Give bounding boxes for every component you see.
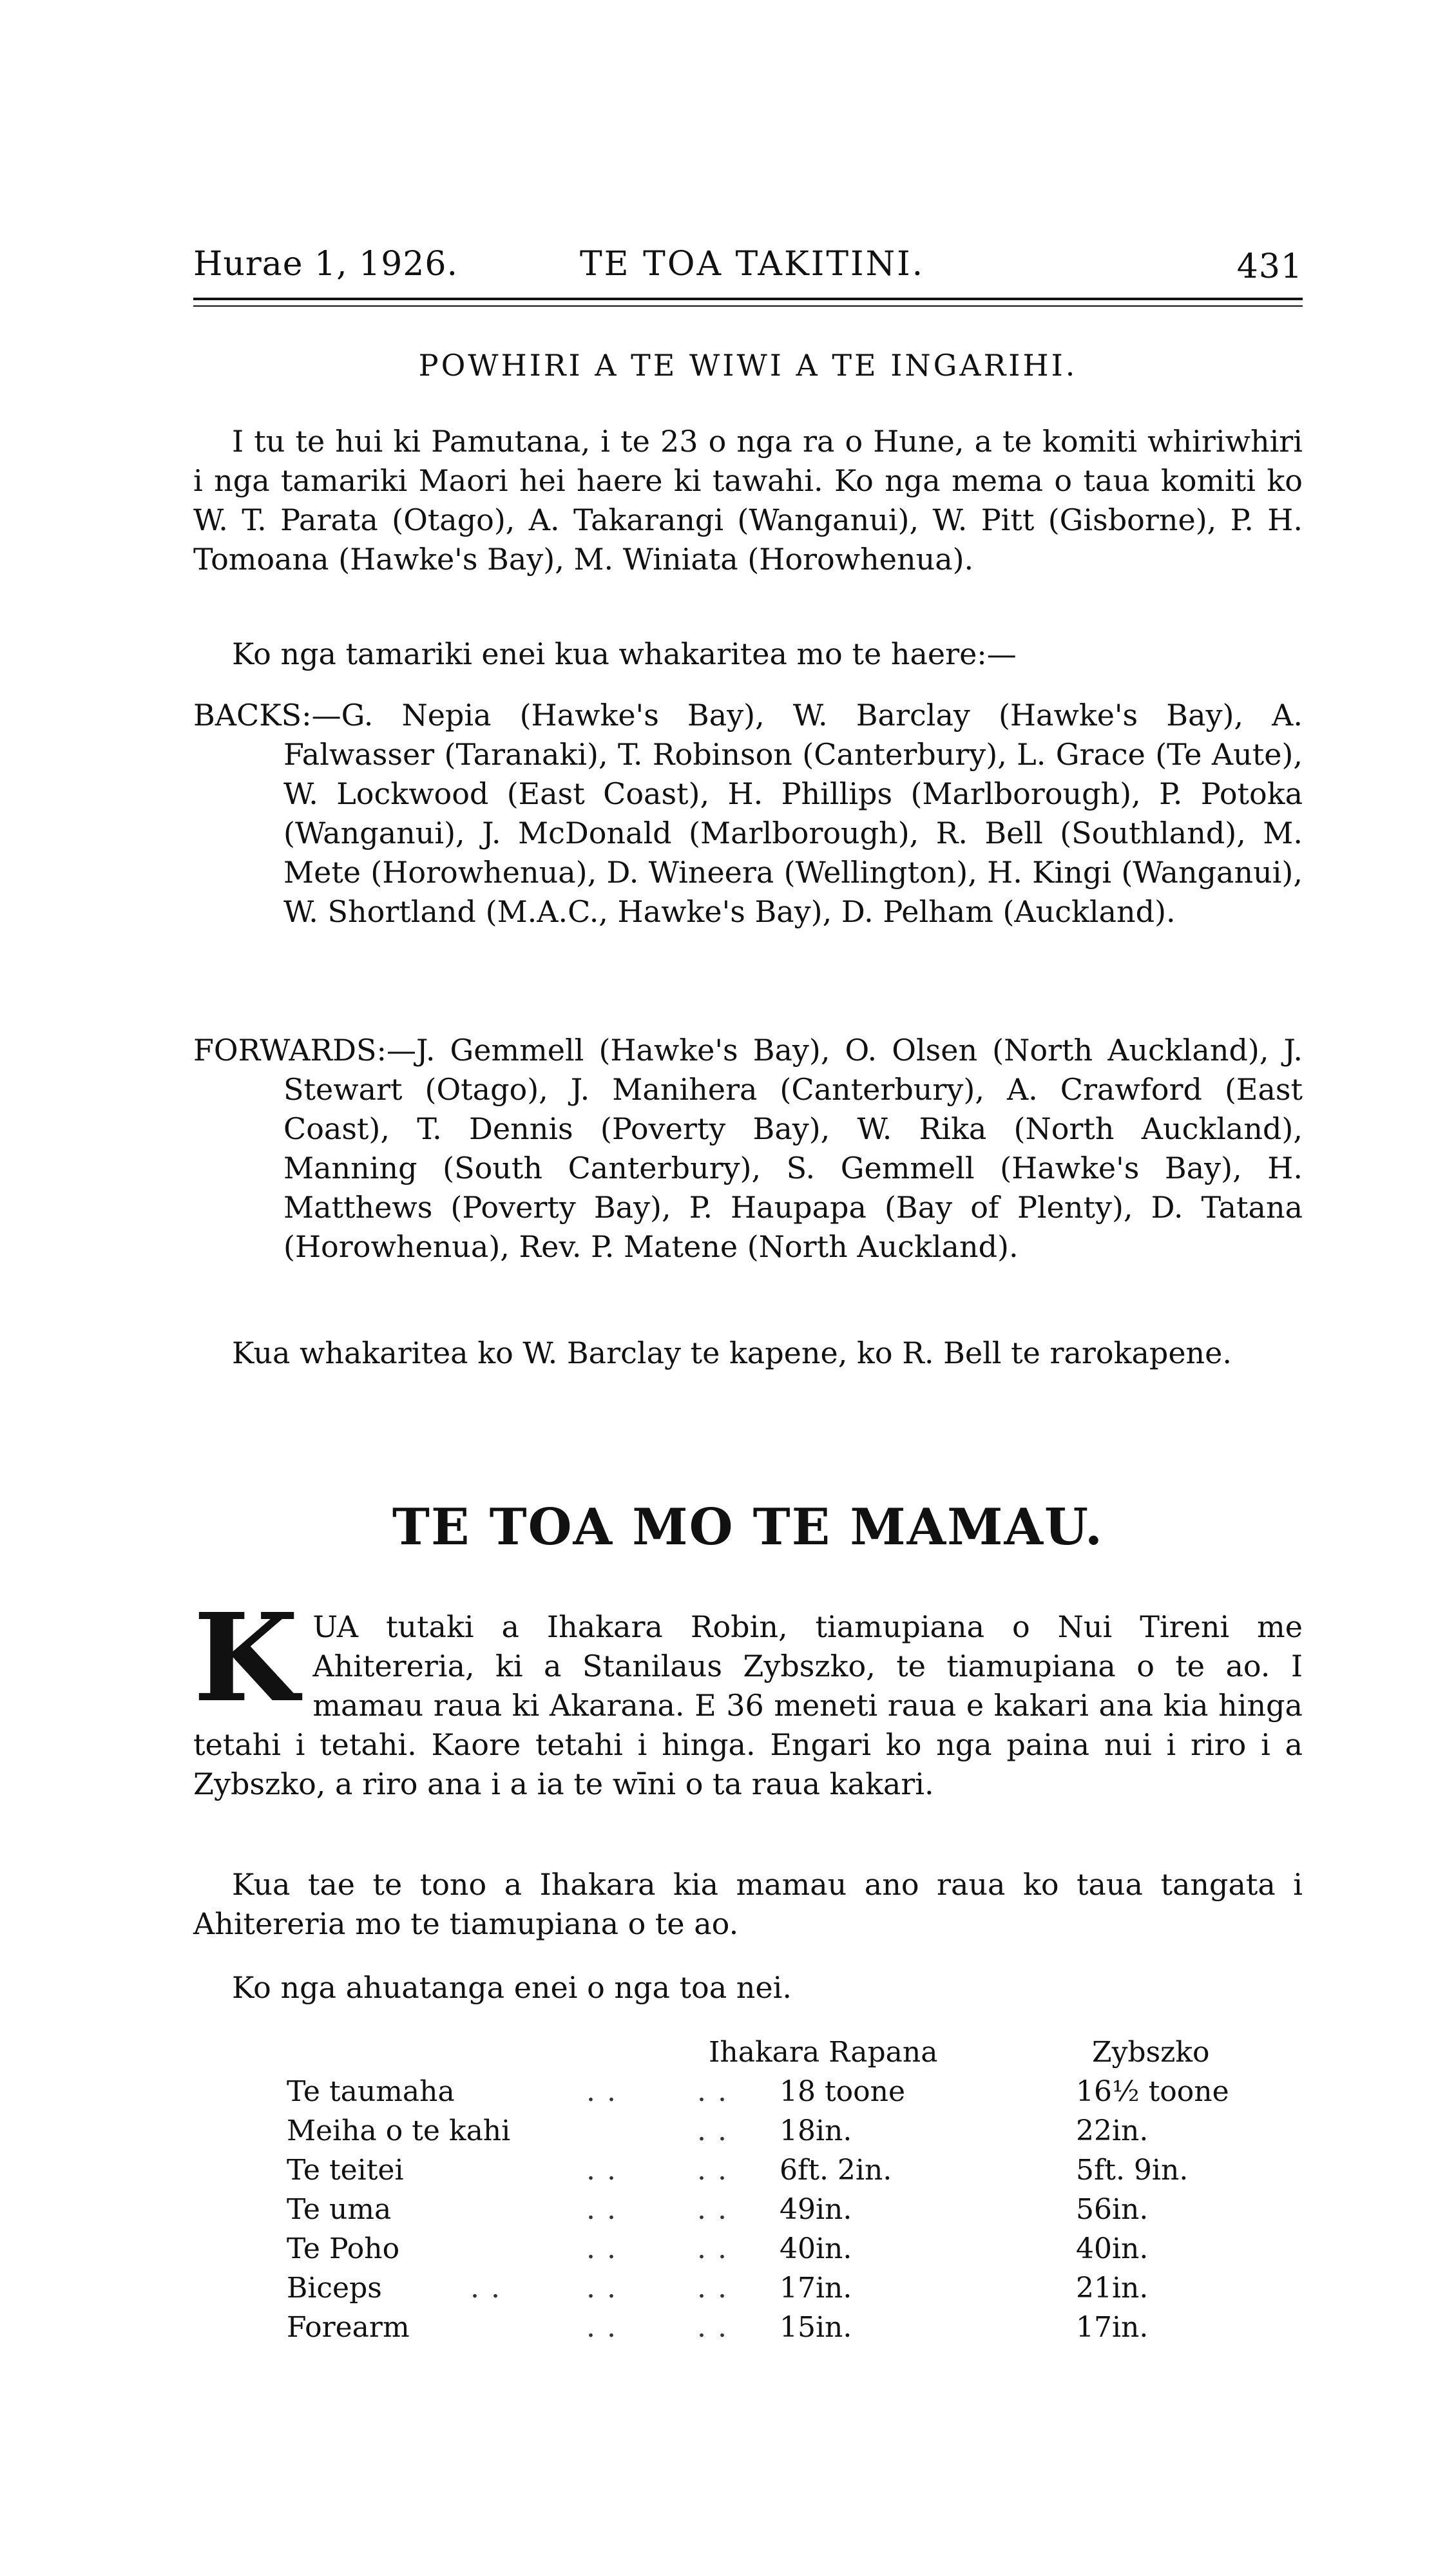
leader-dots: .. (697, 2075, 738, 2108)
leader-dots: .. (586, 2193, 627, 2226)
leader-dots: .. (697, 2232, 738, 2265)
value-ihakara: 40in. (780, 2232, 852, 2265)
leader-dots: .. (697, 2154, 738, 2187)
backs-names: G. Nepia (Hawke's Bay), W. Barclay (Hawke's Bay), A. Falwasser (Taranaki), T. Robinson (Canterbury), L. Grace (Te Aute), W. Lockwood (East Coast), H. Phillips (Marlborough), P. Potoka (Wanganui), J. McDonald (Marlborough), R. Bell (Southland), M. Mete (Horowhenua), D. Wineera (Wellington), H. Kingi (Wanganui), W. Shortland (M.A.C., Hawke's Bay), D. Pelham (Auckland). (283, 698, 1303, 929)
forwards-paragraph (193, 1031, 1303, 1267)
header-rule (193, 298, 1303, 300)
value-ihakara: 6ft. 2in. (780, 2154, 892, 2187)
forwards-names: J. Gemmell (Hawke's Bay), O. Olsen (North Auckland), J. Stewart (Otago), J. Manihera (Canterbury), A. Crawford (East Coast), T. Dennis (Poverty Bay), W. Rika (North Auckland), Manning (South Canterbury), S. Gemmell (Hawke's Bay), H. Matthews (Poverty Bay), P. Haupapa (Bay of Plenty), D. Tatana (Horowhenua), Rev. P. Matene (North Auckland). (283, 1033, 1303, 1264)
row-label: Meiha o te kahi (287, 2114, 511, 2147)
leader-dots: .. (586, 2154, 627, 2187)
forwards-list (193, 1031, 1303, 1267)
captain-text: Kua whakaritea ko W. Barclay te kapene, ko R. Bell te rarokapene. (232, 1336, 1232, 1370)
table-row (193, 2311, 1303, 2350)
table-row (193, 2272, 1303, 2311)
leader-dots: .. (586, 2232, 627, 2265)
value-ihakara: 17in. (780, 2272, 852, 2305)
table-header (193, 2036, 1303, 2075)
table-row (193, 2193, 1303, 2232)
row-label: Te teitei (287, 2154, 404, 2187)
value-zybszko: 56in. (1076, 2193, 1149, 2226)
header-rule-thin (193, 305, 1303, 307)
backs-list (193, 696, 1303, 932)
table-row (193, 2075, 1303, 2114)
value-zybszko: 22in. (1076, 2114, 1149, 2147)
value-ihakara: 15in. (780, 2311, 852, 2344)
value-zybszko: 40in. (1076, 2232, 1149, 2265)
article1-title: POWHIRI A TE WIWI A TE INGARIHI. (418, 348, 1078, 383)
column-header-ihakara: Ihakara Rapana (709, 2036, 938, 2069)
page-number: 431 (1236, 247, 1303, 286)
leader-dots: .. (697, 2193, 738, 2226)
article2-title: TE TOA MO TE MAMAU. (392, 1498, 1104, 1557)
backs-label: BACKS:— (193, 698, 341, 733)
article2-lead (193, 1587, 1303, 1804)
article2-para2-block (193, 1865, 1303, 1944)
drop-cap: K (193, 1587, 299, 1729)
leader-dots: .. (470, 2272, 512, 2305)
row-label: Te Poho (287, 2232, 400, 2265)
running-header (193, 238, 1303, 303)
table-row (193, 2232, 1303, 2272)
leader-dots: .. (586, 2272, 627, 2305)
value-zybszko: 5ft. 9in. (1076, 2154, 1189, 2187)
leader-dots: .. (697, 2114, 738, 2147)
article1-body (193, 422, 1303, 579)
value-zybszko: 17in. (1076, 2311, 1149, 2344)
column-header-zybszko: Zybszko (1092, 2036, 1210, 2069)
value-zybszko: 21in. (1076, 2272, 1149, 2305)
article2-para3: Ko nga ahuatanga enei o nga toa nei. (232, 1970, 792, 2005)
article2-para2: Kua tae te tono a Ihakara kia mamau ano raua ko taua tangata i Ahitereria mo te tiamupiana o te ao. (193, 1867, 1303, 1941)
article1-selected: Ko nga tamariki enei kua whakaritea mo te haere:— (232, 637, 1017, 671)
value-ihakara: 49in. (780, 2193, 852, 2226)
row-label: Te taumaha (287, 2075, 455, 2108)
forwards-label: FORWARDS:— (193, 1033, 416, 1068)
article1-selected-line (193, 635, 1303, 674)
row-label: Te uma (287, 2193, 392, 2226)
value-ihakara: 18in. (780, 2114, 852, 2147)
leader-dots: .. (697, 2272, 738, 2305)
article2-para3-block (193, 1968, 1303, 2008)
table-row (193, 2154, 1303, 2193)
article1-intro: I tu te hui ki Pamutana, i te 23 o nga ra o Hune, a te komiti whiriwhiri i nga tamariki Maori hei haere ki tawahi. Ko nga mema o taua komiti ko W. T. Parata (Otago), A. Takarangi (Wanganui), W. Pitt (Gisborne), P. H. Tomoana (Hawke's Bay), M. Winiata (Horowhenua). (193, 424, 1303, 577)
row-label: Forearm (287, 2311, 410, 2344)
table-row (193, 2114, 1303, 2154)
value-zybszko: 16½ toone (1076, 2075, 1229, 2108)
article2-para1: UA tutaki a Ihakara Robin, tiamupiana o Nui Tireni me Ahitereria, ki a Stanilaus Zybszko, te tiamupiana o te ao. I mamau raua ki Akarana. E 36 meneti raua e kakari ana kia hinga tetahi i tetahi. Kaore tetahi i hinga. Engari ko nga paina nui i riro i a Zybszko, a riro ana i a ia te wīni o ta raua kakari. (193, 1609, 1303, 1801)
header-title: TE TOA TAKITINI. (580, 245, 925, 283)
leader-dots: .. (586, 2075, 627, 2108)
backs-paragraph (193, 696, 1303, 932)
leader-dots: .. (586, 2311, 627, 2344)
header-date: Hurae 1, 1926. (193, 245, 459, 283)
captain-block (193, 1334, 1303, 1373)
row-label: Biceps (287, 2272, 382, 2305)
leader-dots: .. (697, 2311, 738, 2344)
comparison-table (193, 2036, 1303, 2350)
value-ihakara: 18 toone (780, 2075, 906, 2108)
